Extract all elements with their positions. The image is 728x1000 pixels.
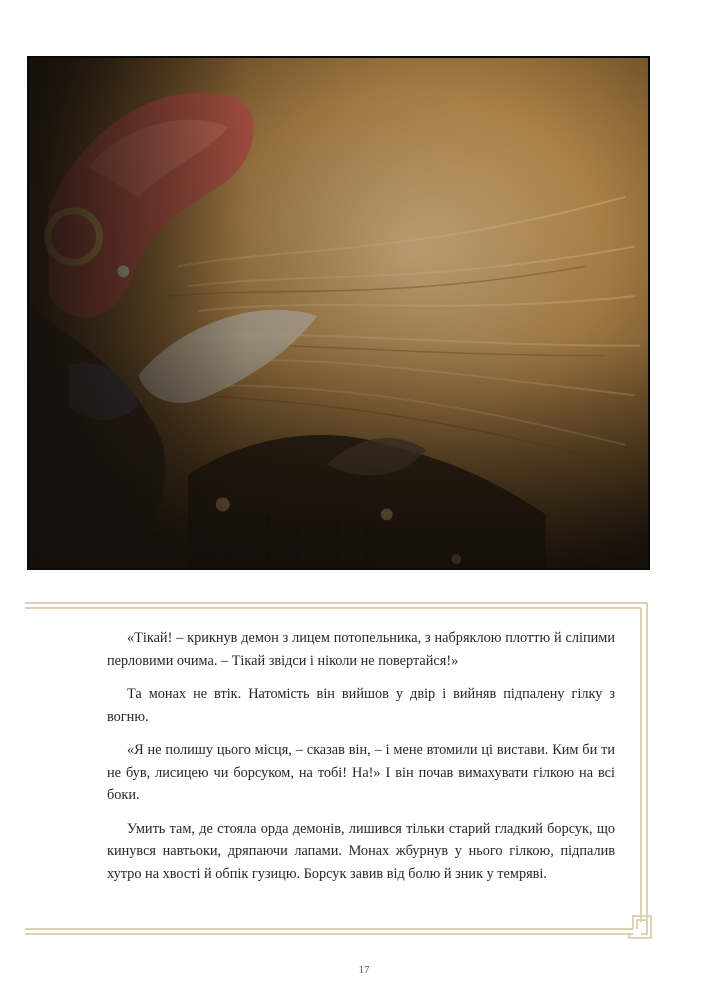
- paragraph: «Тікай! – крикнув демон з лицем потопельника, з набряклою плоттю й сліпими перловими очима. – Тікай звідси і ніколи не повертайся!»: [107, 630, 615, 669]
- illustration-painting: [27, 56, 650, 570]
- painting-illustration-icon: [29, 58, 648, 568]
- story-text: [107, 627, 615, 896]
- page-number: 17: [358, 964, 370, 976]
- paragraph: Умить там, де стояла орда демонів, лишився тільки старий гладкий борсук, що кинувся навтьоки, дряпаючи лапами. Монах жбурнув у нього гілкою, підпалив хутро на хвості й обпік гузицю. Борсук завив від болю й зник у темряві.: [107, 820, 615, 882]
- paragraph: Та монах не втік. Натомість він вийшов у двір і вийняв підпалену гілку з вогню.: [107, 686, 615, 725]
- paragraph: «Я не полишу цього місця, – сказав він, – і мене втомили ці вистави. Ким би ти не був, лисицею чи борсуком, на тобі! На!» І він почав вимахувати гілкою на всі боки.: [107, 742, 615, 803]
